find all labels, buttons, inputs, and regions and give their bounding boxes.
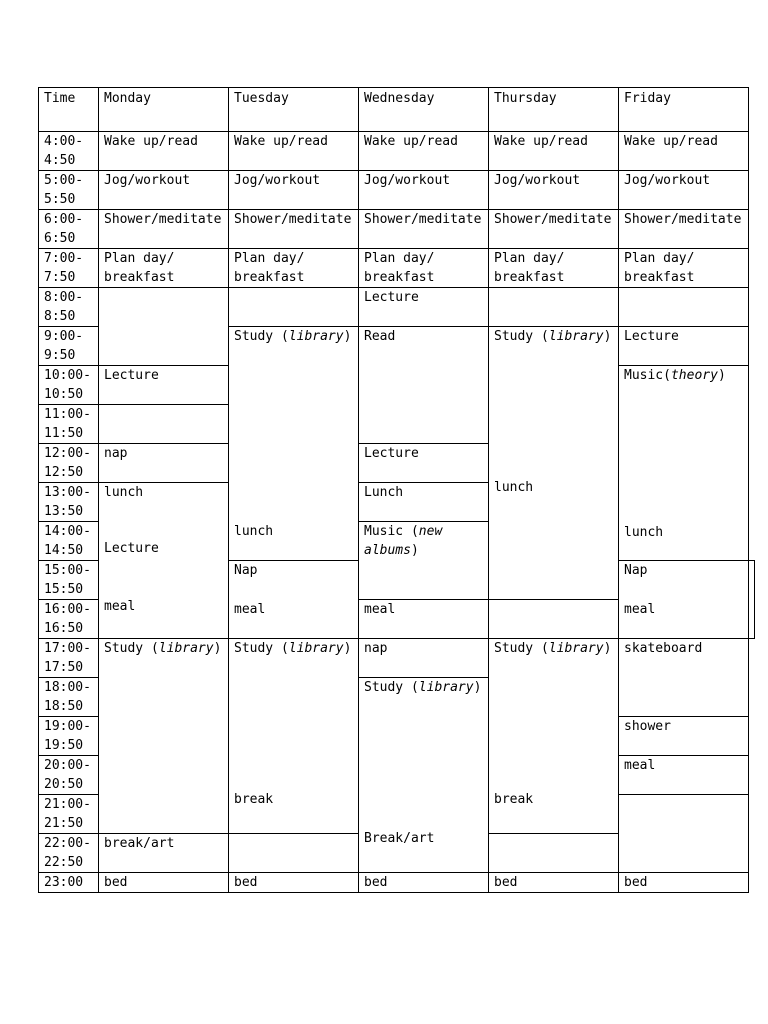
time-cell: 14:00- 14:50 [39,522,99,561]
header-time: Time [39,88,99,132]
row-4 [39,132,755,171]
wednesday-bed: bed [359,873,489,893]
wednesday-meal: meal [359,600,489,639]
wednesday-jog: Jog/workout [359,171,489,210]
row-7 [39,249,755,288]
tuesday-plan: Plan day/ breakfast [229,249,359,288]
friday-empty-21-22 [619,795,749,873]
time-cell: 4:00- 4:50 [39,132,99,171]
thursday-plan: Plan day/ breakfast [489,249,619,288]
monday-lecture-14: Lecture [104,541,159,556]
friday-empty-8 [619,288,749,327]
monday-meal: meal [104,599,136,614]
tuesday-empty-22 [229,834,359,873]
tuesday-bed: bed [229,873,359,893]
wednesday-nap: nap [359,639,489,678]
tuesday-lunch: lunch [234,524,274,539]
friday-bed: bed [619,873,749,893]
monday-lunch: lunch [104,485,144,500]
header-wednesday: Wednesday [359,88,489,132]
time-cell: 5:00- 5:50 [39,171,99,210]
friday-meal: meal [619,756,749,795]
time-cell: 13:00- 13:50 [39,483,99,522]
time-cell: 7:00- 7:50 [39,249,99,288]
tuesday-empty-8 [229,288,359,327]
wednesday-break-art: Break/art [364,831,435,846]
time-cell: 23:00 [39,873,99,893]
tuesday-study-break: Study (library) break [229,639,359,834]
thursday-study-break: Study (library) break [489,639,619,834]
thursday-lunch: lunch [494,480,534,495]
header-thursday: Thursday [489,88,619,132]
row-17 [39,639,755,678]
time-cell: 8:00- 8:50 [39,288,99,327]
friday-plan: Plan day/ breakfast [619,249,749,288]
thursday-bed: bed [489,873,619,893]
monday-nap: nap [99,444,229,483]
thursday-meal: meal [624,602,656,617]
thursday-wake: Wake up/read [489,132,619,171]
wednesday-plan: Plan day/ breakfast [359,249,489,288]
row-6 [39,210,755,249]
monday-lunch-lecture-meal [99,483,229,639]
monday-jog: Jog/workout [99,171,229,210]
row-8 [39,288,755,327]
friday-empty-15-16 [749,561,755,639]
tuesday-study-library: Study (library) lunch [229,327,359,561]
thursday-shower: Shower/meditate [489,210,619,249]
friday-wake: Wake up/read [619,132,749,171]
tuesday-nap: Nap [234,563,258,578]
tuesday-meal: meal [234,602,266,617]
friday-lunch: lunch [624,525,664,540]
monday-study-library: Study (library) [99,639,229,834]
time-cell: 9:00- 9:50 [39,327,99,366]
time-cell: 16:00- 16:50 [39,600,99,639]
wednesday-lunch: Lunch [359,483,489,522]
monday-empty-8-9 [99,288,229,366]
time-cell: 12:00- 12:50 [39,444,99,483]
thursday-study-library: Study (library) lunch [489,327,619,600]
header-row [39,88,755,132]
thursday-empty-8 [489,288,619,327]
thursday-break: break [494,792,534,807]
thursday-nap: Nap [624,563,648,578]
time-cell: 11:00- 11:50 [39,405,99,444]
friday-shower: Shower/meditate [619,210,749,249]
time-cell: 21:00- 21:50 [39,795,99,834]
wednesday-lecture-8: Lecture [359,288,489,327]
header-friday: Friday [619,88,749,132]
friday-music-theory: Music(theory) lunch [619,366,749,561]
row-23 [39,873,755,893]
tuesday-wake: Wake up/read [229,132,359,171]
time-cell: 10:00- 10:50 [39,366,99,405]
monday-shower: Shower/meditate [99,210,229,249]
monday-break-art: break/art [99,834,229,873]
thursday-nap-meal [619,561,749,639]
tuesday-shower: Shower/meditate [229,210,359,249]
time-cell: 20:00- 20:50 [39,756,99,795]
tuesday-jog: Jog/workout [229,171,359,210]
friday-shower: shower [619,717,749,756]
friday-jog: Jog/workout [619,171,749,210]
header-tuesday: Tuesday [229,88,359,132]
monday-lecture-10: Lecture [99,366,229,405]
wednesday-wake: Wake up/read [359,132,489,171]
thursday-jog: Jog/workout [489,171,619,210]
wednesday-study-break-art: Study (library) Break/art [359,678,489,873]
tuesday-nap-meal [229,561,359,639]
header-monday: Monday [99,88,229,132]
monday-bed: bed [99,873,229,893]
friday-lecture: Lecture [619,327,749,366]
time-cell: 18:00- 18:50 [39,678,99,717]
monday-plan: Plan day/ breakfast [99,249,229,288]
row-5 [39,171,755,210]
monday-empty-11 [99,405,229,444]
time-cell: 17:00- 17:50 [39,639,99,678]
monday-wake: Wake up/read [99,132,229,171]
time-cell: 15:00- 15:50 [39,561,99,600]
wednesday-music-new-albums: Music (new albums) [359,522,489,600]
time-cell: 19:00- 19:50 [39,717,99,756]
tuesday-break: break [234,792,274,807]
time-cell: 6:00- 6:50 [39,210,99,249]
wednesday-shower: Shower/meditate [359,210,489,249]
wednesday-read: Read [359,327,489,444]
time-cell: 22:00- 22:50 [39,834,99,873]
wednesday-lecture-12: Lecture [359,444,489,483]
friday-skateboard: skateboard [619,639,749,717]
weekly-schedule-table [38,87,755,893]
thursday-empty-22 [489,834,619,873]
